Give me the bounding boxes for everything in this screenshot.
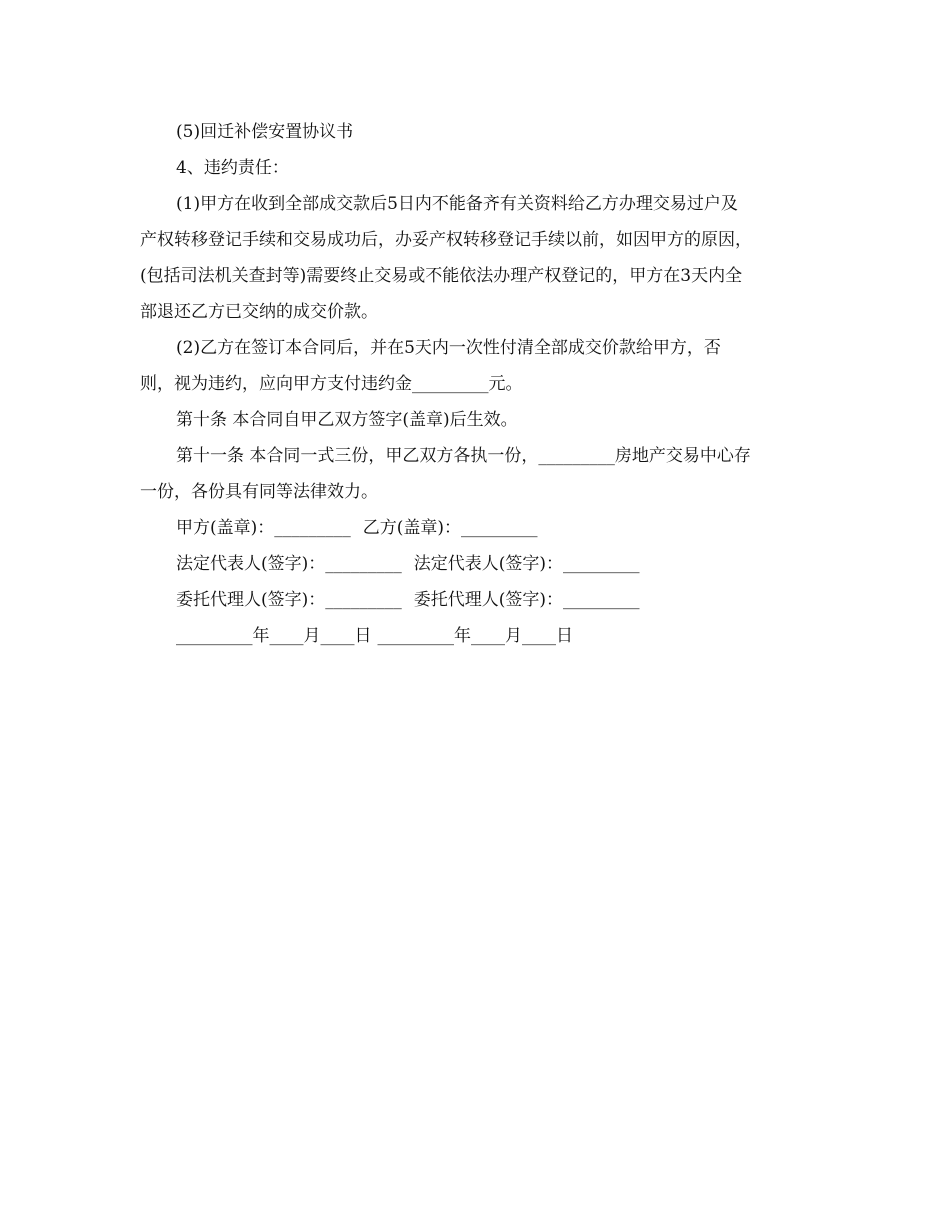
clause-line-replacement-agreement: (5)回迁补偿安置协议书	[176, 122, 354, 142]
clause-1-line-2: 产权转移登记手续和交易成功后，办妥产权转移登记手续以前，如因甲方的原因，	[140, 230, 752, 250]
party-a-date-field: _________年____月____日	[176, 626, 372, 646]
party-b-seal-field: 乙方(盖章)：_________	[362, 518, 538, 538]
party-a-seal-field: 甲方(盖章)：_________	[176, 518, 351, 538]
article-11-line-2: 一份，各份具有同等法律效力。	[140, 482, 378, 502]
party-a-legal-rep-field: 法定代表人(签字)：_________	[176, 554, 402, 574]
signature-row-agent	[140, 582, 808, 618]
party-a-agent-field: 委托代理人(签字)：_________	[176, 590, 402, 610]
signature-row-dates	[140, 618, 808, 654]
clause-1-line-3: (包括司法机关查封等)需要终止交易或不能依法办理产权登记的，甲方在3天内全	[140, 266, 743, 286]
clause-2-line-1: (2)乙方在签订本合同后，并在5天内一次性付清全部成交价款给甲方，否	[176, 338, 721, 358]
clause-2-line-2: 则，视为违约，应向甲方支付违约金_________元。	[140, 374, 523, 394]
document-body	[140, 114, 808, 654]
clause-1-line-4: 部退还乙方已交纳的成交价款。	[140, 302, 378, 322]
party-b-agent-field: 委托代理人(签字)：_________	[413, 590, 640, 610]
party-b-legal-rep-field: 法定代表人(签字)：_________	[413, 554, 640, 574]
clause-1-line-1: (1)甲方在收到全部成交款后5日内不能备齐有关资料给乙方办理交易过户及	[176, 194, 738, 214]
article-10: 第十条 本合同自甲乙双方签字(盖章)后生效。	[176, 410, 518, 430]
article-11-line-1: 第十一条 本合同一式三份，甲乙双方各执一份，_________房地产交易中心存	[176, 446, 751, 466]
signature-row-legal-rep	[140, 546, 808, 582]
signature-row-seals	[140, 510, 808, 546]
party-b-date-field: _________年____月____日	[377, 626, 573, 646]
section-heading-breach-liability: 4、违约责任：	[176, 158, 289, 178]
